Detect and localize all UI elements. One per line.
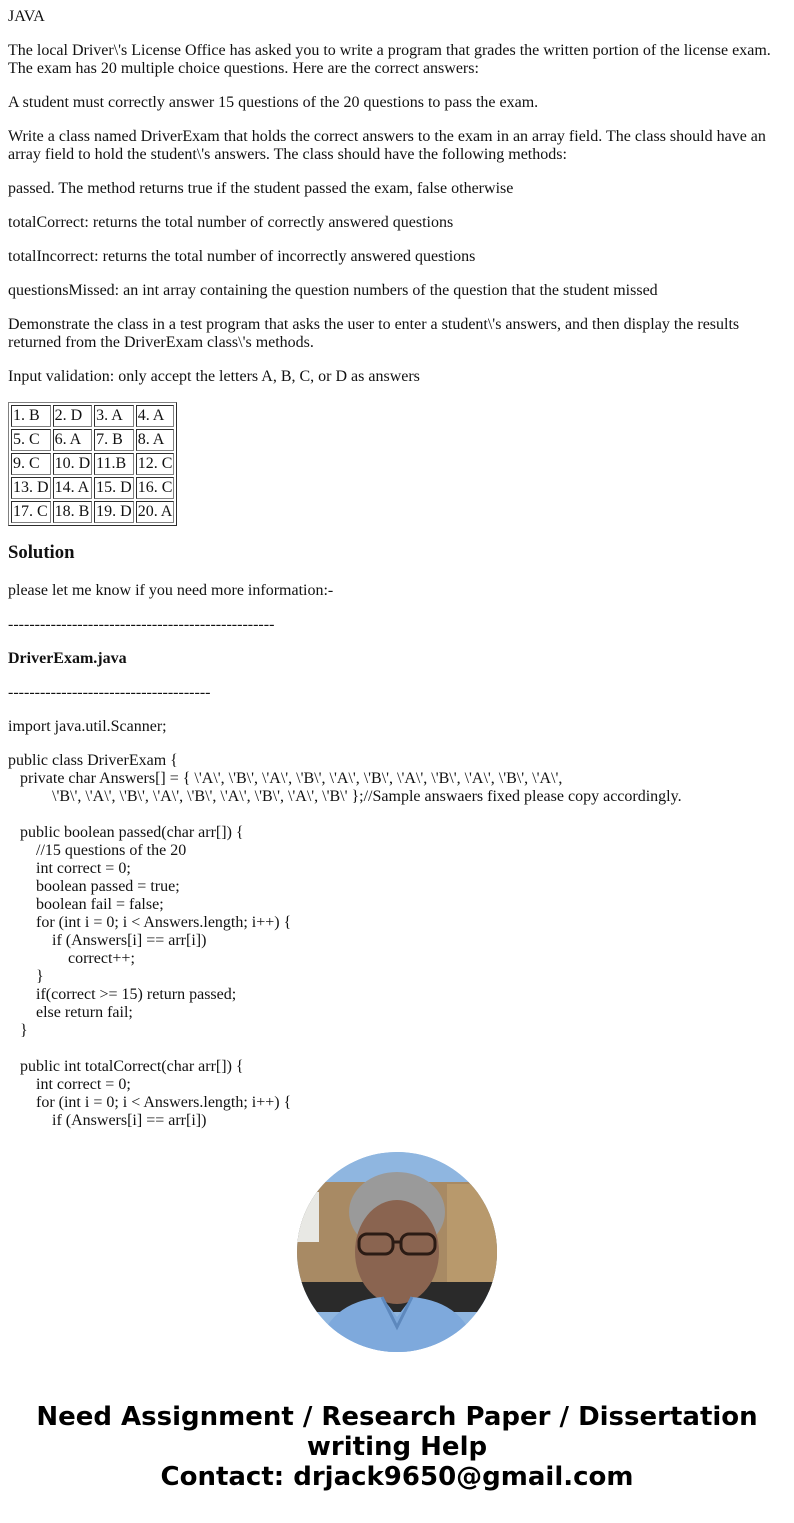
code-line: } [20, 1022, 28, 1039]
table-cell: 10. D [53, 453, 93, 475]
table-cell: 17. C [11, 501, 51, 523]
code-import-line: import java.util.Scanner; [8, 718, 167, 735]
table-row [11, 405, 174, 427]
table-row [11, 477, 174, 499]
code-line: int correct = 0; [36, 1076, 131, 1093]
table-cell: 6. A [53, 429, 93, 451]
table-row [11, 453, 174, 475]
code-line: else return fail; [36, 1004, 133, 1021]
code-line: public int totalCorrect(char arr[]) { [20, 1058, 244, 1075]
promo-line-1: Need Assignment / Research Paper / Dissertation [36, 1402, 758, 1432]
method-total-incorrect-description: totalIncorrect: returns the total number of incorrectly answered questions [8, 248, 476, 265]
code-line: //15 questions of the 20 [36, 842, 187, 859]
table-cell: 19. D [94, 501, 134, 523]
table-cell: 13. D [11, 477, 51, 499]
question-paragraph-demonstrate: Demonstrate the class in a test program that asks the user to enter a student\'s answers, and then display the results returned from the DriverExam class\'s methods. [8, 316, 740, 351]
table-cell: 2. D [53, 405, 93, 427]
table-cell: 15. D [94, 477, 134, 499]
code-line: if (Answers[i] == arr[i]) [52, 1112, 207, 1129]
code-block [8, 752, 786, 1130]
solution-intro: please let me know if you need more information:- [8, 582, 334, 599]
code-line: if(correct >= 15) return passed; [36, 986, 237, 1003]
divider-line: -------------------------------------------------- [8, 616, 275, 633]
table-cell: 8. A [136, 429, 175, 451]
table-cell: 5. C [11, 429, 51, 451]
code-filename: DriverExam.java [8, 650, 127, 667]
promo-banner [0, 1152, 794, 1492]
question-title: JAVA [8, 8, 45, 25]
method-total-correct-description: totalCorrect: returns the total number of correctly answered questions [8, 214, 454, 231]
code-line-blank [8, 1040, 786, 1058]
code-line: int correct = 0; [36, 860, 131, 877]
code-line: boolean passed = true; [36, 878, 180, 895]
code-line-blank [8, 806, 786, 824]
table-cell: 3. A [94, 405, 134, 427]
code-line: for (int i = 0; i < Answers.length; i++) { [36, 1094, 292, 1111]
code-line: } [36, 968, 44, 985]
table-cell: 12. C [136, 453, 175, 475]
table-cell: 11.B [94, 453, 134, 475]
solution-heading: Solution [8, 542, 75, 563]
method-questions-missed-description: questionsMissed: an int array containing the question numbers of the question that the student missed [8, 282, 658, 299]
divider-line: -------------------------------------- [8, 684, 211, 701]
table-cell: 16. C [136, 477, 175, 499]
promo-contact-email: Contact: drjack9650@gmail.com [160, 1462, 634, 1492]
question-paragraph-input-validation: Input validation: only accept the letters A, B, C, or D as answers [8, 368, 420, 385]
method-passed-description: passed. The method returns true if the student passed the exam, false otherwise [8, 180, 514, 197]
table-cell: 4. A [136, 405, 175, 427]
question-paragraph-class-spec: Write a class named DriverExam that holds the correct answers to the exam in an array field. The class should have an array field to hold the student\'s answers. The class should have the following methods: [8, 128, 766, 163]
code-line: if (Answers[i] == arr[i]) [52, 932, 207, 949]
promo-text [0, 1402, 794, 1492]
code-line: boolean fail = false; [36, 896, 164, 913]
table-cell: 18. B [53, 501, 93, 523]
question-paragraph-intro: The local Driver\'s License Office has asked you to write a program that grades the written portion of the license exam. The exam has 20 multiple choice questions. Here are the correct answers: [8, 42, 771, 77]
person-portrait-icon [297, 1152, 497, 1352]
code-line: correct++; [68, 950, 135, 967]
promo-line-2: writing Help [306, 1432, 488, 1462]
table-row [11, 429, 174, 451]
code-line: \'B\', \'A\', \'B\', \'A\', \'B\', \'A\', \'B\', \'A\', \'B\' };//Sample answaers fixed please copy accordingly. [52, 788, 682, 805]
code-line: public boolean passed(char arr[]) { [20, 824, 244, 841]
table-cell: 1. B [11, 405, 51, 427]
table-cell: 20. A [136, 501, 175, 523]
correct-answers-table [8, 402, 177, 526]
table-row [11, 501, 174, 523]
code-line: private char Answers[] = { \'A\', \'B\', \'A\', \'B\', \'A\', \'B\', \'A\', \'B\', \'A\', \'B\', \'A\', [20, 770, 563, 787]
table-cell: 14. A [53, 477, 93, 499]
code-line: for (int i = 0; i < Answers.length; i++) { [36, 914, 292, 931]
code-line: public class DriverExam { [8, 752, 178, 769]
question-paragraph-pass-rule: A student must correctly answer 15 questions of the 20 questions to pass the exam. [8, 94, 539, 111]
table-cell: 9. C [11, 453, 51, 475]
table-cell: 7. B [94, 429, 134, 451]
